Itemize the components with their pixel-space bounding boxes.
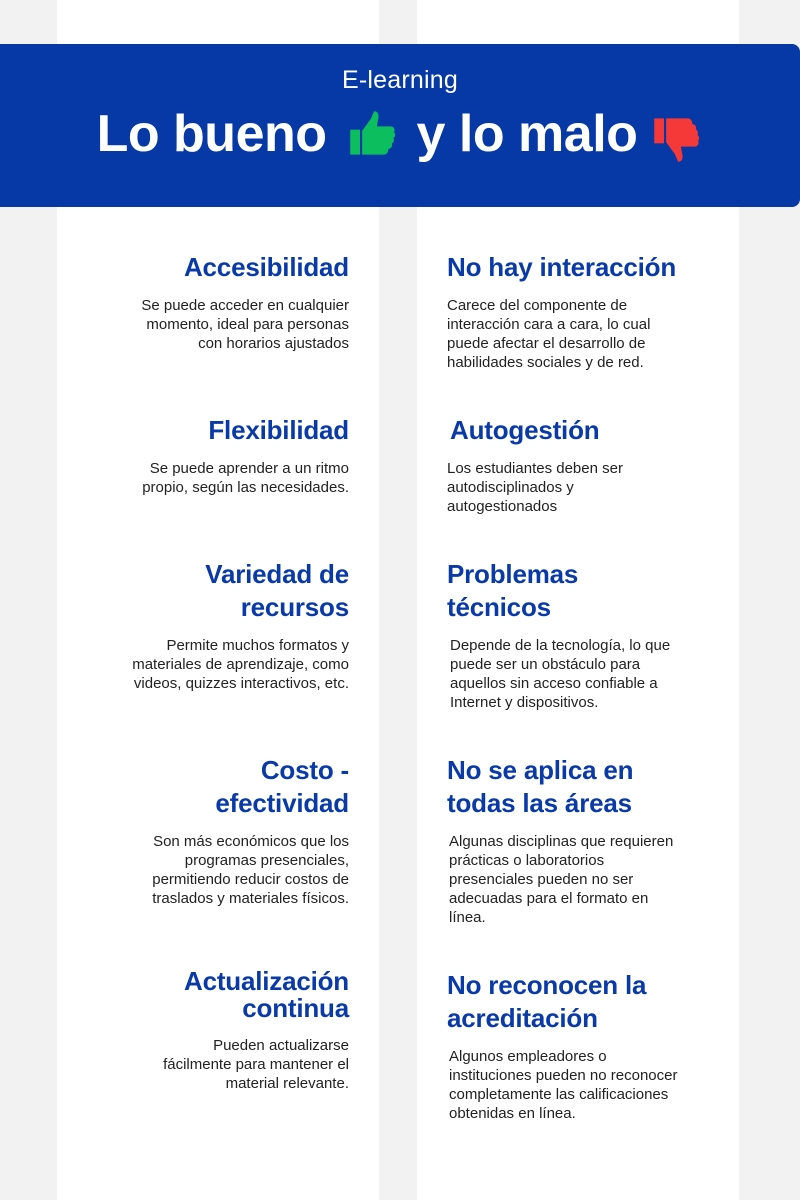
pro-text: Se puede aprender a un ritmo propio, según las necesidades.	[142, 460, 349, 496]
header-banner	[0, 44, 800, 207]
pro-title: Accesibilidad	[183, 252, 349, 282]
con-title: Autogestión	[450, 415, 600, 445]
pro-text: Son más económicos que los programas presenciales, permitiendo reducir costos de traslados y materiales físicos.	[152, 833, 349, 907]
pro-item	[79, 968, 349, 1093]
con-text: Depende de la tecnología, lo que puede ser un obstáculo para aquellos sin acceso confiable a Internet y dispositivos.	[450, 637, 671, 711]
con-item	[447, 969, 707, 1123]
con-title: Problemas técnicos	[447, 559, 579, 622]
con-text: Algunos empleadores o instituciones pueden no reconocer completamente las calificaciones obtenidas en línea.	[449, 1048, 678, 1122]
pro-text: Pueden actualizarse fácilmente para mantener el material relevante.	[163, 1037, 349, 1092]
pro-text: Permite muchos formatos y materiales de aprendizaje, como videos, quizzes interactivos, etc.	[132, 637, 349, 692]
pro-item	[79, 754, 349, 908]
pro-title: Costo - efectividad	[215, 755, 349, 818]
con-title: No hay interacción	[447, 252, 677, 282]
pro-title: Variedad de recursos	[205, 559, 349, 622]
con-item	[447, 251, 707, 372]
title-bad: y lo malo	[416, 105, 638, 163]
con-text: Los estudiantes deben ser autodisciplinados y autogestionados	[447, 460, 623, 515]
pro-item	[79, 558, 349, 693]
pro-item	[79, 414, 349, 497]
pro-title: Actualización continua	[184, 966, 349, 1023]
pro-text: Se puede acceder en cualquier momento, ideal para personas con horarios ajustados	[141, 297, 349, 352]
con-title: No reconocen la acreditación	[447, 970, 647, 1033]
thumbs-up-icon	[347, 108, 399, 160]
header-title	[0, 102, 800, 166]
pro-item	[79, 251, 349, 353]
con-text: Algunas disciplinas que requieren prácticas o laboratorios presenciales pueden no ser adecuadas para el formato en línea.	[449, 833, 674, 926]
con-item	[447, 414, 710, 516]
pro-title: Flexibilidad	[208, 415, 349, 445]
con-item	[447, 558, 707, 712]
header-subtitle: E-learning	[342, 66, 458, 94]
con-text: Carece del componente de interacción cara a cara, lo cual puede afectar el desarrollo de habilidades sociales y de red.	[447, 297, 651, 371]
con-item	[447, 754, 707, 927]
con-title: No se aplica en todas las áreas	[447, 755, 634, 818]
thumbs-down-icon	[651, 113, 703, 165]
title-good: Lo bueno	[96, 105, 327, 163]
